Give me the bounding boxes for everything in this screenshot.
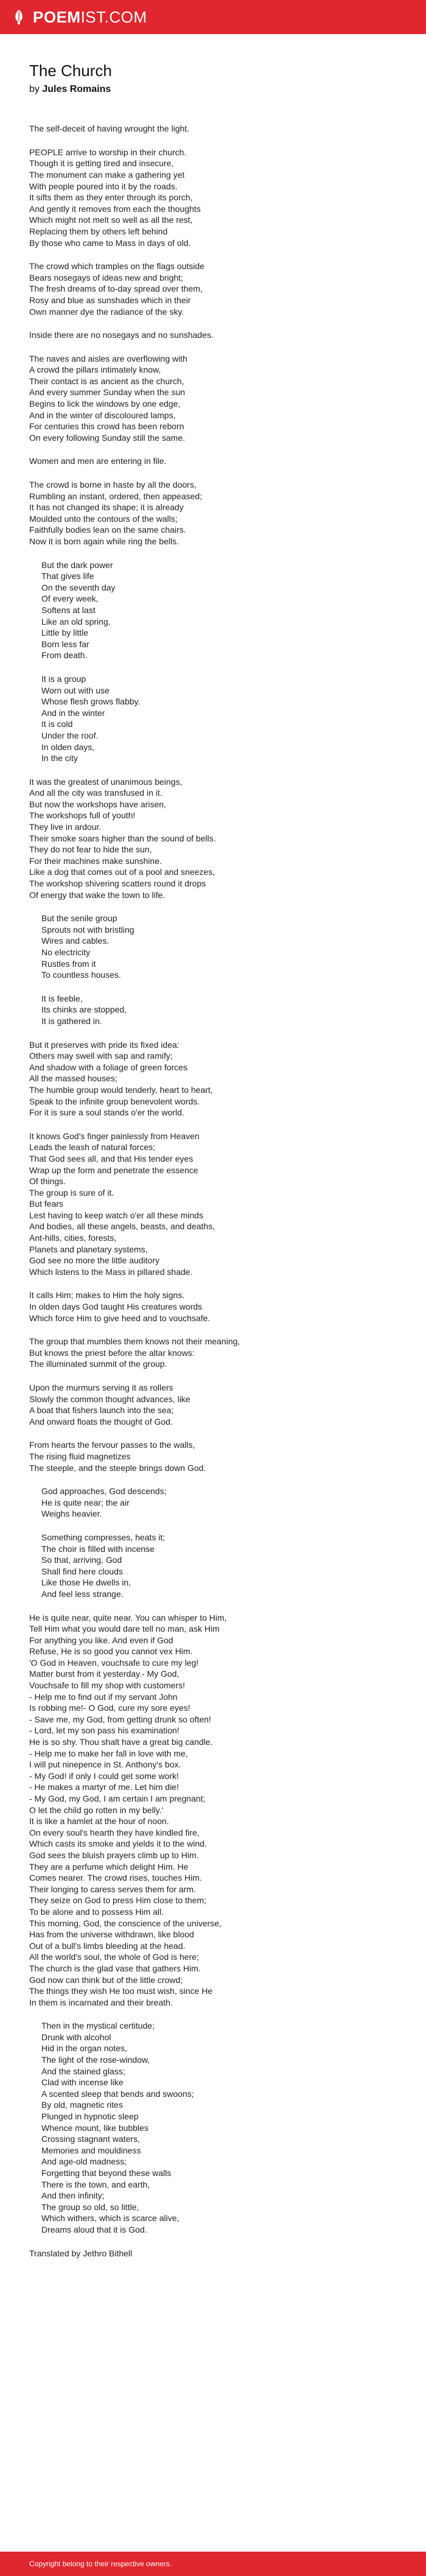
stanza [29,993,407,1027]
poem-line: By those who came to Mass in days of old. [29,237,191,248]
poem-line: From death. [41,650,88,661]
poem-line: Comes nearer. The crowd rises, touches Him. [29,1873,202,1883]
poem-line: Of every week, [41,594,99,604]
poem-line: Which force Him to give heed and to vouchsafe. [29,1313,211,1323]
by-label: by [29,83,40,94]
poem-line: All the world's soul, the whole of God is here; [29,1952,199,1962]
poem-line: Inside there are no nosegays and no sunshades. [29,330,214,340]
poem-line: PEOPLE arrive to worship in their church. [29,147,187,157]
poem-line: To be alone and to possess Him all. [29,1906,164,1917]
poem-line: On every following Sunday still the same. [29,432,186,443]
copyright-notice: Copyright belong to their respective owners. [29,2560,172,2568]
poem-line: - Save me, my God, from getting drunk so often! [29,1714,211,1724]
poem-line: God see no more the little auditory [29,1255,160,1266]
poem-line: Leads the leash of natural forces; [29,1142,156,1153]
poem-line: Wires and cables. [41,936,110,946]
poem-line: O let the child go rotten in my belly.' [29,1805,164,1815]
poem-line: Bears nosegays of ideas new and bright; [29,272,183,283]
poem-line: Others may swell with sap and ramify; [29,1051,173,1061]
poem-line: Of energy that wake the town to life. [29,890,166,900]
poem-line: Speak to the infinite group benevolent words. [29,1096,200,1106]
poem-line: Though it is getting tired and insecure, [29,158,174,169]
poem-line: Wrap up the form and penetrate the essence [29,1165,198,1175]
poem-line: - He makes a martyr of me. Let him die! [29,1782,179,1792]
poem-line: From hearts the fervour passes to the walls, [29,1440,195,1450]
poem-line: All the massed houses; [29,1073,117,1084]
poem-line: Tell Him what you would dare tell no man, ask Him [29,1624,220,1634]
poem-line: It was the greatest of unanimous beings, [29,776,183,787]
author-link[interactable]: Jules Romains [42,83,111,94]
site-logo[interactable] [11,0,147,34]
stanza [29,1336,407,1370]
poem-line: - Help me to make her fall in love with me, [29,1748,188,1758]
poem-line: A crowd the pillars intimately know, [29,365,161,375]
poem-line: Dreams aloud that it is God. [41,2224,147,2234]
poem-line: But knows the priest before the altar knows: [29,1347,195,1358]
poem-line: He is quite near, quite near. You can whisper to Him, [29,1612,227,1623]
poem-line: Something compresses, heats it; [41,1532,166,1542]
poem-line: Weighs heavier. [41,1509,102,1519]
poem-line: The church is the glad vase that gathers Him. [29,1963,201,1973]
poem-line: There is the town, and earth, [41,2179,150,2189]
poem-line: And every summer Sunday when the sun [29,387,186,398]
poem-line: The things they wish He too must wish, since He [29,1986,213,1996]
poem-line: Now it is born again while ring the bells. [29,536,179,546]
poem-line: And feel less strange. [41,1588,124,1599]
poem-line: God approaches, God descends; [41,1486,167,1497]
poem-line: Forgetting that beyond these walls [41,2168,172,2178]
poem-line: The crowd is borne in haste by all the doors, [29,480,197,490]
stanza [29,329,407,341]
poem-line: Own manner dye the radiance of the sky. [29,306,184,317]
poem-line: In the city [41,753,78,763]
poem-title: The Church [29,61,112,80]
poem-line: For it is sure a soul stands o'er the world. [29,1107,184,1118]
poem-line: And bodies, all these angels, beasts, and deaths, [29,1221,215,1232]
poem-line: Crossing stagnant waters, [41,2134,140,2144]
poem-line: That gives life [41,571,94,581]
poem-line: And then infinity; [41,2191,105,2201]
poem-line: Born less far [41,639,89,649]
poem-line: God now can think but of the little crowd; [29,1974,183,1985]
poem-line: Upon the murmurs serving it as rollers [29,1383,173,1392]
stanza [29,2020,407,2235]
poem-line: It is a group [41,673,86,684]
poem-line: Worn out with use [41,685,110,695]
poem-line: The monument can make a gathering yet [29,169,185,180]
poem-line: But the senile group [41,913,117,924]
poem-line: But now the workshops have arisen, [29,799,166,809]
stanza [29,776,407,901]
poem-line: The humble group would tenderly, heart to heart, [29,1084,213,1095]
poem-line: Is robbing me!- O God, cure my sore eyes! [29,1703,190,1713]
site-header [0,0,426,34]
poem-line: But it preserves with pride its fixed idea: [29,1039,180,1050]
poem-line: And in the winter [41,707,105,718]
poem-line: The group that mumbles them knows not their meaning, [29,1336,240,1347]
poem-line: Clad with incense like [41,2077,124,2088]
stanza [29,479,407,547]
poem-line: Which listens to the Mass in pillared shade. [29,1266,193,1277]
poem-line: - Help me to find out if my servant John [29,1691,178,1702]
poem-line: The naves and aisles are overflowing with [29,353,187,363]
poem-line: And all the city was transfused in it. [29,788,162,798]
poem-line: For anything you like. And even if God [29,1635,173,1645]
poem-line: The group is sure of it. [29,1187,114,1198]
poem-line: Which casts its smoke and yields it to the wind. [29,1839,207,1849]
poem-line: I will put ninepence in St. Anthony's box. [29,1760,181,1770]
poem-body [29,123,407,2235]
poem-line: Replacing them by others left behind [29,226,168,236]
stanza [29,1486,407,1520]
poem-line: This morning, God, the conscience of the universe, [29,1918,222,1928]
poem-line: The light of the rose-window, [41,2055,150,2065]
poem-line: And in the winter of discoloured lamps, [29,410,176,420]
poem-line: In olden days God taught His creatures words [29,1302,203,1312]
poem-line: Lest having to keep watch o'er all these minds [29,1210,203,1220]
poem-line: The workshops full of youth! [29,810,136,821]
poem-line: Women and men are entering in file. [29,456,167,466]
poem-line: The self-deceit of having wrought the light. [29,124,190,134]
poem-line: The group so old, so little, [41,2202,139,2212]
poem-line: It is like a hamlet at the hour of noon. [29,1816,169,1827]
poem-line: And shadow with a foliage of green forces [29,1062,187,1072]
poem-line: And age-old madness; [41,2157,127,2167]
poem-line: Faithfully bodies lean on the same chairs. [29,525,186,535]
poem-line: They live in ardour. [29,822,102,832]
poem-line: It is cold [41,719,73,729]
poem-line: In olden days, [41,742,95,752]
poem-line: Then in the mystical certitude; [41,2021,155,2031]
poem-line: The steeple, and the steeple brings down God. [29,1462,206,1473]
poem-line: For their machines make sunshine. [29,855,162,866]
poem-line: Hid in the organ notes, [41,2043,127,2054]
stanza [29,1382,407,1427]
poem-line: Which might not melt so well as all the rest, [29,215,193,225]
poem-line: It is gathered in. [41,1016,102,1026]
poem-line: Its chinks are stopped, [41,1005,127,1015]
poem-line: Like a dog that comes out of a pool and sneezes, [29,867,215,877]
poem-line: Their smoke soars higher than the sound of bells. [29,833,216,843]
poem-byline [29,83,407,96]
stanza [29,261,407,317]
poem-line: Moulded unto the contours of the walls; [29,513,178,524]
poem-line: And onward floats the thought of God. [29,1416,173,1427]
poem-line: It has not changed its shape; it is already [29,502,184,513]
stanza [29,1131,407,1278]
poem-line: Which withers, which is scarce alive, [41,2213,180,2223]
poem-line: For centuries this crowd has been reborn [29,421,184,432]
poem-line: Matter burst from it yesterday.- My God, [29,1669,180,1679]
poem-line: They are a perfume which delight Him. He [29,1861,189,1872]
poem-line: God sees the bluish prayers climb up to Him. [29,1850,199,1860]
poem-line: No electricity [41,947,91,957]
poem-line: 'O God in Heaven, vouchsafe to cure my leg! [29,1657,199,1668]
poem-line: Refuse, He is so good you cannot vex Him. [29,1646,193,1657]
logo-rest-part: IST.COM [80,8,147,26]
poem-line: That God sees all, and that His tender eyes [29,1153,194,1163]
poem-line: Begins to lick the windows by one edge, [29,399,181,409]
stanza [29,1532,407,1600]
poem-line: Ant-hills, cities, forests, [29,1233,117,1243]
poem-line: By old, magnetic rites [41,2100,123,2110]
poem-line: - Lord, let my son pass his examination! [29,1725,180,1736]
poem-line: On the seventh day [41,582,116,592]
site-footer [0,2552,426,2576]
poem-line: He is quite near; the air [41,1497,130,1507]
poem-line: Shall find here clouds [41,1566,123,1576]
quill-pen-icon [11,9,27,25]
poem-line: To countless houses. [41,970,121,980]
stanza [29,123,407,135]
poem-line: Slowly the common thought advances, like [29,1394,190,1404]
poem-line: But fears [29,1199,64,1209]
logo-bold-part: POEM [33,8,81,26]
stanza [29,673,407,764]
poem-line: Memories and mouldiness [41,2145,141,2155]
poem-line: Little by little [41,628,89,638]
poem-line: The workshop shivering scatters round it drops [29,879,206,889]
translator-credit: Translated by Jethro Bithell [29,2248,133,2258]
poem-line: But the dark power [41,560,113,570]
poem-line: The choir is filled with incense [41,1543,155,1554]
poem-line: Whence mount, like bubbles [41,2122,148,2133]
poem-line: Rustles from it [41,958,96,969]
poem-line: Their contact is as ancient as the church, [29,376,184,386]
poem-line: It knows God's finger painlessly from Heaven [29,1131,200,1141]
poem-line: The fresh dreams of to-day spread over them, [29,284,203,294]
poem-line: A scented sleep that bends and swoons; [41,2088,194,2099]
poem-content [29,61,407,2259]
poem-line: The rising fluid magnetizes [29,1451,131,1461]
poem-line: They do not fear to hide the sun, [29,844,152,855]
stanza [29,353,407,444]
poem-line: In them is incarnated and their breath. [29,1997,173,2007]
poem-line: A boat that fishers launch into the sea; [29,1405,174,1416]
poem-line: Rosy and blue as sunshades which in their [29,295,191,305]
poem-line: Has from the universe withdrawn, like blood [29,1929,194,1940]
poem-line: Planets and planetary systems, [29,1244,148,1254]
poem-line: It sifts them as they enter through its porch, [29,192,193,203]
poem-line: Whose flesh grows flabby. [41,697,141,707]
stanza [29,1039,407,1118]
poem-line: - My God, my God, I am certain I am pregnant; [29,1794,206,1803]
poem-line: So that, arriving, God [41,1555,122,1565]
poem-line: Out of a bull's limbs bleeding at the head. [29,1940,186,1951]
poem-line: Softens at last [41,605,96,615]
stanza [29,560,407,661]
poem-line: Under the roof. [41,730,99,740]
poem-line: Vouchsafe to fill my shop with customers! [29,1680,185,1691]
poem-line: He is so shy. Thou shalt have a great big candle. [29,1737,213,1747]
poem-line: Their longing to caress serves them for arm. [29,1884,196,1894]
poem-line: - My God! if only I could get some work! [29,1771,179,1781]
stanza [29,1439,407,1473]
poem-line: With people poured into it by the roads. [29,181,178,191]
stanza [29,913,407,981]
stanza [29,147,407,248]
poem-line: Of things. [29,1176,66,1187]
poem-line: Rumbling an instant, ordered, then appeased; [29,491,203,501]
poem-line: The illuminated summit of the group. [29,1359,167,1369]
poem-line: And gently it removes from each the thoughts [29,203,201,214]
poem-line: Plunged in hypnotic sleep [41,2111,139,2122]
poem-line: And the stained glass; [41,2066,125,2076]
poem-line: They seize on God to press Him close to them; [29,1895,207,1906]
poem-line: On every soul's hearth they have kindled fire, [29,1827,200,1837]
poem-line: It calls Him; makes to Him the holy signs. [29,1290,185,1300]
poem-line: Sprouts not with bristling [41,924,134,935]
logo-wordmark [33,9,147,25]
poem-line: Like an old spring, [41,616,111,626]
poem-line: It is feeble, [41,993,83,1003]
stanza [29,1290,407,1324]
poem-line: Like those He dwells in, [41,1578,131,1588]
poem-line: Drunk with alcohol [41,2032,111,2042]
stanza [29,1612,407,2009]
stanza [29,455,407,467]
poem-line: The crowd which tramples on the flags outside [29,261,204,272]
